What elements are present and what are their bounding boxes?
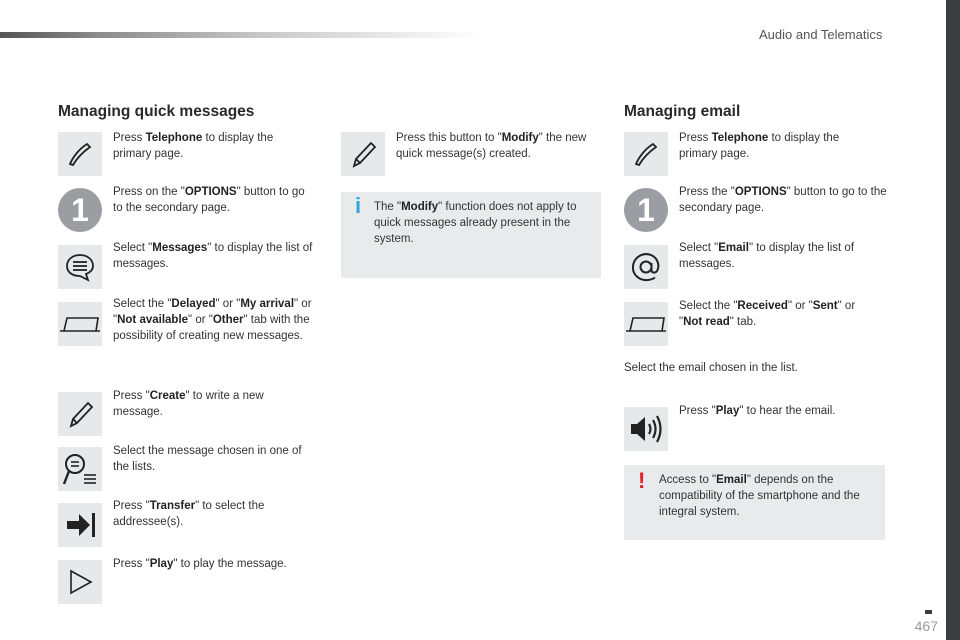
- messages-icon: [58, 245, 102, 289]
- step-text: Select "Email" to display the list of messages.: [679, 242, 855, 270]
- search-list-icon: [58, 447, 102, 491]
- header-gradient-bar: [0, 32, 480, 38]
- warning-text: Access to "Email" depends on the compatibility of the smartphone and the integral system.: [659, 474, 860, 518]
- heading-managing-email: Managing email: [624, 103, 741, 120]
- step-text: Select the "Delayed" or "My arrival" or "Not available" or "Other" tab with the possibility of creating new messages.: [113, 298, 312, 342]
- speaker-icon: [624, 407, 668, 451]
- step-text: Select the message chosen in one of the lists.: [113, 445, 302, 473]
- step-text: Press "Create" to write a new message.: [113, 390, 264, 418]
- step-text: Press Telephone to display the primary page.: [679, 132, 840, 160]
- info-text: The "Modify" function does not apply to quick messages already present in the system.: [374, 201, 577, 245]
- step-text: Press on the "OPTIONS" button to go to the secondary page.: [113, 186, 305, 214]
- step-text: Press this button to "Modify" the new quick message(s) created.: [396, 132, 587, 160]
- transfer-arrow-icon: [58, 503, 102, 547]
- section-title: Audio and Telematics: [759, 27, 883, 42]
- step-text: Press "Play" to play the message.: [113, 558, 287, 570]
- step-number-badge: 1: [58, 188, 102, 232]
- step-text: Select "Messages" to display the list of messages.: [113, 242, 313, 270]
- telephone-icon: [58, 132, 102, 176]
- at-icon: [624, 245, 668, 289]
- step-text: Press "Transfer" to select the addressee(s).: [113, 500, 265, 528]
- warning-icon: !: [638, 468, 646, 493]
- info-icon: i: [355, 193, 362, 218]
- page-marker: [925, 610, 932, 614]
- pencil-icon: [58, 392, 102, 436]
- step-text: Press Telephone to display the primary page.: [113, 132, 274, 160]
- play-icon: [58, 560, 102, 604]
- page-number: 467: [914, 618, 938, 634]
- heading-quick-messages: Managing quick messages: [58, 103, 255, 120]
- step-text: Press the "OPTIONS" button to go to the secondary page.: [679, 186, 887, 214]
- step-number-badge: 1: [624, 188, 668, 232]
- step-text: Press "Play" to hear the email.: [679, 405, 836, 417]
- tab-icon: [624, 302, 668, 346]
- pencil-icon: [341, 132, 385, 176]
- tab-icon: [58, 302, 102, 346]
- page-edge-strip: [946, 0, 960, 640]
- telephone-icon: [624, 132, 668, 176]
- warning-note: [624, 465, 885, 540]
- step-text: Select the "Received" or "Sent" or "Not read" tab.: [679, 300, 856, 328]
- plain-step-text: Select the email chosen in the list.: [624, 362, 798, 374]
- info-note: [341, 192, 601, 278]
